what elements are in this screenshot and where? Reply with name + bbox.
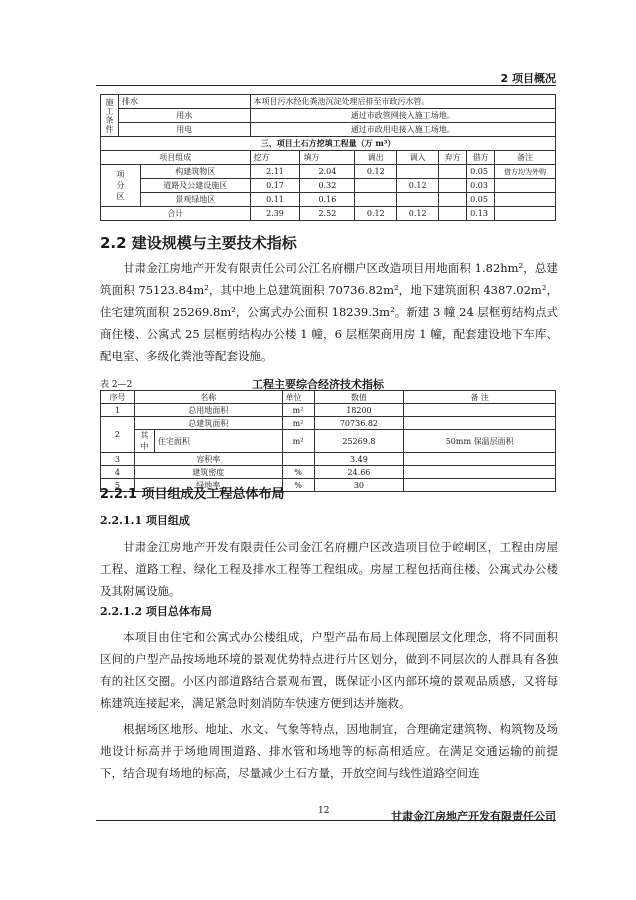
- header-cell: 调出: [355, 151, 397, 165]
- table-row: [101, 430, 556, 453]
- cell: 3: [101, 453, 135, 466]
- header-cell: 填方: [300, 151, 355, 165]
- cell: 绿地率: [134, 479, 282, 492]
- cell: m²: [282, 404, 314, 417]
- cell: [495, 179, 556, 193]
- table-row: [101, 193, 556, 207]
- paragraph: 甘肃金江房地产开发有限责任公司金江名府棚户区改造项目位于崆峒区，工程由房屋工程、道路工程、绿化工程及排水工程等工程组成。房屋工程包括商住楼、公寓式办公楼及其附属设施。: [100, 540, 558, 598]
- table-row: [101, 165, 556, 179]
- cell: [404, 404, 556, 417]
- cell: 24.66: [314, 466, 404, 479]
- table-header-row: [101, 151, 556, 165]
- cell: 合计: [101, 207, 251, 221]
- cell: 排水: [118, 95, 250, 109]
- header-cell: 单位: [282, 391, 314, 404]
- cell: 1: [101, 404, 135, 417]
- cell: 0.12: [355, 165, 397, 179]
- paragraph: 根据场区地形、地址、水文、气象等特点，因地制宜，合理确定建筑物、构筑物及场地设计标高并于场地周围道路、排水管和场地等的标高相适应。在满足交通运输的前提下，结合现有场地的标高，尽量减少土石方量，开放空间与线性道路空间连: [100, 722, 558, 780]
- header-cell: 序号: [101, 391, 135, 404]
- cell: 2.39: [250, 207, 300, 221]
- cell: [439, 207, 467, 221]
- cell: [439, 179, 467, 193]
- table-row: [101, 453, 556, 466]
- cell: [495, 207, 556, 221]
- header-cell: 弃方: [439, 151, 467, 165]
- cell: 2.04: [300, 165, 355, 179]
- cell: [439, 165, 467, 179]
- cell: 总用地面积: [134, 404, 282, 417]
- footer-company: 甘肃金江房地产开发有限责任公司: [391, 810, 556, 823]
- table-title: 工程主要综合经济技术指标: [252, 378, 384, 391]
- cell: 0.12: [397, 179, 439, 193]
- table-row: [101, 109, 556, 123]
- cell: [439, 193, 467, 207]
- chapter-header: [96, 70, 556, 86]
- cell: 0.12: [397, 207, 439, 221]
- cell: [404, 417, 556, 430]
- cell: 0.13: [467, 207, 495, 221]
- cell: %: [282, 479, 314, 492]
- table-total-row: [101, 207, 556, 221]
- cell: %: [282, 466, 314, 479]
- table-row: [101, 466, 556, 479]
- cell: 5: [101, 479, 135, 492]
- footer-rule: [96, 820, 556, 821]
- cell: [355, 193, 397, 207]
- cell: [355, 179, 397, 193]
- cell: 总建筑面积: [134, 417, 282, 430]
- cell: 0.11: [250, 193, 300, 207]
- cell: 用水: [118, 109, 250, 123]
- cell: 70736.82: [314, 417, 404, 430]
- cell: [404, 466, 556, 479]
- table-row: [101, 404, 556, 417]
- cell: 0.32: [300, 179, 355, 193]
- cell: 2.11: [250, 165, 300, 179]
- cell: 用电: [118, 123, 250, 137]
- cell: 25269.8: [314, 430, 404, 453]
- cell: 2: [101, 417, 135, 453]
- cell: 道路及公建设施区: [140, 179, 250, 193]
- cell: 容积率: [134, 453, 282, 466]
- header-cell: 调入: [397, 151, 439, 165]
- subsubsection-heading: 2.2.1.2 项目总体布局: [100, 605, 212, 618]
- header-cell: 备注: [495, 151, 556, 165]
- cell: 住宅面积: [154, 430, 282, 453]
- header-cell: 借方: [467, 151, 495, 165]
- table-header-row: [101, 391, 556, 404]
- cell: 0.17: [250, 179, 300, 193]
- section-heading: 2.2 建设规模与主要技术指标: [100, 234, 297, 252]
- table-row: [101, 417, 556, 430]
- cell: 构建筑物区: [140, 165, 250, 179]
- cell: 0.05: [467, 165, 495, 179]
- table-row: [101, 179, 556, 193]
- cell: m²: [282, 430, 314, 453]
- page-number: 12: [318, 806, 330, 816]
- paragraph: 甘肃金江房地产开发有限责任公司公江名府棚户区改造项目用地面积 1.82hm²，总建筑面积 75123.84m²，其中地上总建筑面积 70736.82m²，地下建筑面积 4387.02m²，住宅建筑面积 25269.8m²，公寓式办公面积 18239.3m²。新建 3 幢 24 层框剪结构点式商住楼、公寓式 25 层框剪结构办公楼 1 幢，6 层框架商用房 1 幢，配套建设地下车库、配电室、多级化粪池等配套设施。: [100, 261, 558, 363]
- header-cell: 挖方: [250, 151, 300, 165]
- cell: 3.49: [314, 453, 404, 466]
- cell: [397, 193, 439, 207]
- cell: 建筑密度: [134, 466, 282, 479]
- cell: 通过市政管网接入施工场地。: [250, 109, 555, 123]
- header-cell: 项目组成: [101, 151, 251, 165]
- cell: 借方均为外购: [495, 165, 556, 179]
- group-cell: 项 分 区: [101, 165, 141, 207]
- table-label: 表 2—2: [100, 380, 133, 390]
- cell: 本项目污水经化粪池沉淀处理后排至市政污水管。: [250, 95, 555, 109]
- cell: 景观绿地区: [140, 193, 250, 207]
- chapter-title: 2 项目概况: [500, 72, 556, 85]
- cell: [404, 479, 556, 492]
- cell: [404, 453, 556, 466]
- cell: 0.05: [467, 193, 495, 207]
- table-row: [101, 123, 556, 137]
- cell: 18200: [314, 404, 404, 417]
- subsubsection-heading: 2.2.1.1 项目组成: [100, 514, 190, 527]
- cell: [282, 453, 314, 466]
- cell: 0.12: [355, 207, 397, 221]
- cell: 4: [101, 466, 135, 479]
- cell: [495, 193, 556, 207]
- earthwork-table: [100, 94, 556, 221]
- cell: 通过市政用电接入施工场地。: [250, 123, 555, 137]
- header-cell: 名称: [134, 391, 282, 404]
- cell: 其中: [134, 430, 154, 453]
- header-cell: 数值: [314, 391, 404, 404]
- header-cell: 备 注: [404, 391, 556, 404]
- cell: 2.52: [300, 207, 355, 221]
- cell: 0.16: [300, 193, 355, 207]
- paragraph: 本项目由住宅和公寓式办公楼组成，户型产品布局上体现圈层文化理念，将不同面积区间的户型产品按场地环境的景观优势特点进行片区划分，做到不同层次的人群具有各独有的社区交圈。小区内部道路结合景观布置，既保证小区内部环境的景观品质感，又将每栋建筑连接起来，满足紧急时刻消防车快速方便到达并施救。: [100, 630, 558, 710]
- subsection-heading: 2.2.1 项目组成及工程总体布局: [100, 487, 285, 502]
- cell: 50mm 保温层面积: [404, 430, 556, 453]
- table-title: 三、项目土石方挖填工程量（万 m³）: [101, 137, 556, 151]
- indicator-table: [100, 390, 556, 492]
- cell: 30: [314, 479, 404, 492]
- cell: 0.03: [467, 179, 495, 193]
- cell: [397, 165, 439, 179]
- cell: 施 工 条件: [101, 95, 119, 137]
- cell: m²: [282, 417, 314, 430]
- table-row: [101, 137, 556, 151]
- table-row: [101, 95, 556, 109]
